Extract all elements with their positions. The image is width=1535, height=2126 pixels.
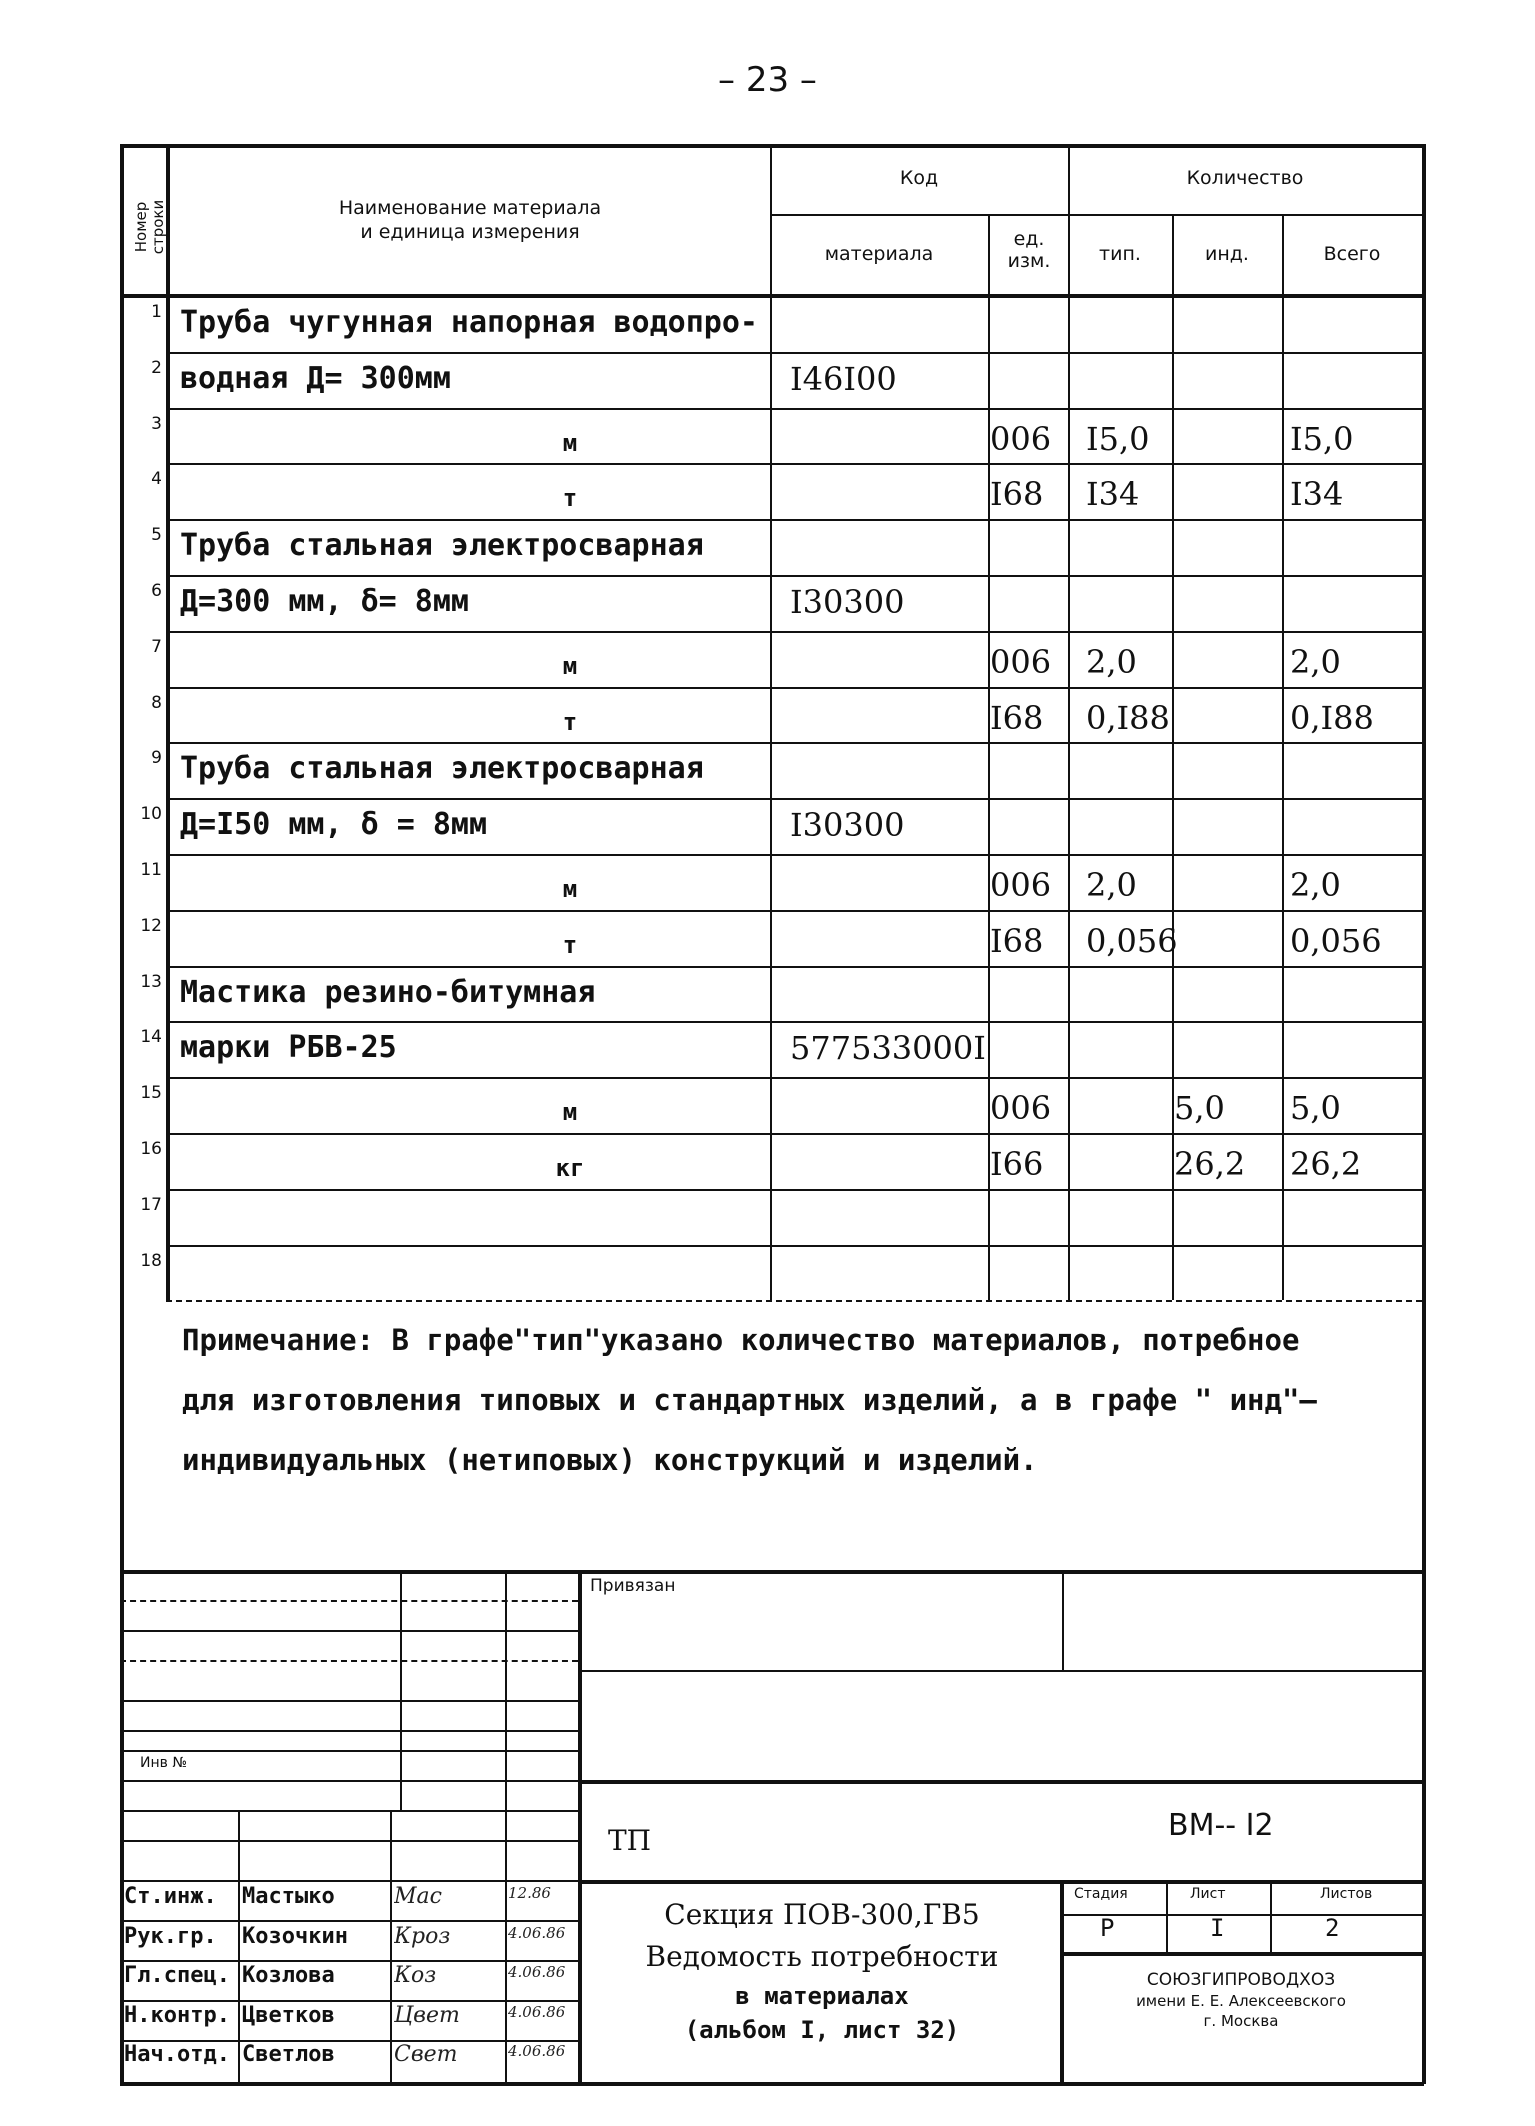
signer-role: Ст.инж. [124,1884,217,1909]
cell-type: 2,0 [1086,866,1137,904]
cell-unit: 006 [990,419,1052,458]
row-number: 16 [140,1139,162,1159]
cell-name: м [562,1098,578,1127]
row-number: 5 [151,525,162,546]
signature-date: 12.86 [508,1884,551,1902]
row-number: 12 [140,915,162,936]
header-row-number: Номер строки [132,199,167,255]
doc-title-line-3: в материалах [735,1982,909,2010]
org-name: СОЮЗГИПРОВОДХОЗ [1146,1970,1336,1990]
row-number: 10 [140,804,162,825]
header-qty-ind: инд. [1205,243,1249,265]
cell-code: I46I00 [790,359,897,398]
stage-label: Стадия [1074,1886,1128,1902]
cell-total: 0,056 [1290,921,1382,960]
stage-value: Р [1100,1914,1115,1942]
row-number: 8 [151,692,162,713]
doc-title-line-1: Секция ПОВ-300,ГВ5 [664,1898,980,1931]
signature: Кроз [394,1923,451,1949]
header-code-unit: ед. изм. [1007,228,1051,272]
cell-type: 0,056 [1086,921,1178,960]
cell-unit: I68 [990,921,1044,960]
signature: Коз [394,1963,437,1988]
signer-role: Н.контр. [124,2002,230,2028]
cell-unit: 006 [990,866,1052,904]
doc-title-line-4: (альбом I, лист 32) [684,2016,960,2044]
signer-name: Цветков [242,2002,335,2028]
cell-name: марки РБВ-25 [180,1030,397,1066]
signer-role: Нач.отд. [124,2042,230,2067]
cell-name: т [562,707,578,736]
note-line-1: Примечание: В графе"тип"указано количество материалов, потребное [182,1323,1300,1357]
signature-date: 4.06.86 [508,1923,566,1942]
row-number: 13 [140,971,162,992]
sheets-value: 2 [1325,1914,1340,1942]
row-number: 11 [140,860,162,880]
cell-name: Труба чугунная напорная водопро- [180,305,758,340]
page-number: – 23 – [718,60,817,100]
cell-name: м [562,651,578,680]
cell-ind: 5,0 [1174,1089,1225,1128]
cell-name: Д=300 мм, δ= 8мм [180,584,469,619]
row-number: 15 [140,1083,162,1104]
cell-type: 2,0 [1086,642,1137,681]
cell-total: 0,I88 [1290,698,1374,737]
cell-name: т [562,930,578,959]
cell-total: 5,0 [1290,1089,1341,1128]
cell-name: Мастика резино-битумная [180,974,596,1010]
sheet-value: I [1210,1914,1225,1942]
signer-name: Козлова [242,1963,335,1988]
row-number: 7 [151,636,162,657]
header-quantity: Количество [1186,167,1304,189]
doc-title-line-2: Ведомость потребности [645,1940,999,1973]
header-qty-type: тип. [1099,243,1141,265]
row-number: 14 [140,1027,162,1048]
cell-type: I34 [1086,475,1140,514]
cell-unit: I66 [990,1145,1044,1183]
signature: Мас [394,1884,442,1909]
row-number: 17 [140,1194,162,1215]
signature: Свет [394,2042,458,2067]
cell-total: 2,0 [1290,866,1341,904]
doc-code: ВМ-- I2 [1168,1808,1274,1843]
signer-name: Козочкин [242,1923,348,1949]
privyazan-label: Привязан [590,1576,676,1596]
row-number: 2 [151,357,162,378]
note-line-2: для изготовления типовых и стандартных изделий, а в графе " инд"– [182,1383,1317,1417]
row-number: 1 [151,302,162,322]
cell-unit: 006 [990,642,1052,681]
cell-name: водная Д= 300мм [180,360,451,396]
header-qty-total: Всего [1323,243,1381,265]
cell-type: I5,0 [1086,419,1150,458]
cell-code: I30300 [790,806,905,845]
cell-name: Труба стальная электросварная [180,751,704,787]
signer-name: Мастыко [242,1884,335,1909]
cell-name: кг [555,1154,585,1182]
sheets-label: Листов [1320,1886,1373,1902]
cell-unit: I68 [990,698,1044,737]
signature: Цвет [394,2002,460,2028]
cell-type: 0,I88 [1086,698,1170,737]
org-city: г. Москва [1203,2012,1279,2030]
row-number: 3 [151,413,162,434]
row-number: 6 [151,581,162,601]
signer-role: Рук.гр. [124,1923,217,1949]
cell-name: Д=I50 мм, δ = 8мм [180,807,488,843]
cell-total: I34 [1290,475,1344,514]
row-number: 18 [140,1250,162,1271]
cell-total: 2,0 [1290,642,1341,681]
signature-date: 4.06.86 [508,2042,566,2060]
inv-no-label: Инв № [140,1755,187,1771]
signature-date: 4.06.86 [508,2002,566,2021]
org-name-2: имени Е. Е. Алексеевского [1136,1992,1346,2010]
note-line-3: индивидуальных (нетиповых) конструкций и изделий. [182,1443,1038,1477]
cell-name: м [562,428,578,457]
cell-unit: 006 [990,1089,1052,1128]
sheet-label: Лист [1190,1886,1226,1902]
cell-total: I5,0 [1290,419,1354,458]
cell-name: Труба стальная электросварная [180,528,704,564]
row-number: 9 [151,748,162,769]
cell-name: м [562,875,578,903]
header-name: Наименование материала и единица измерения [338,197,602,243]
cell-unit: I68 [990,475,1044,514]
tp-label: ТП [608,1824,652,1857]
signature-date: 4.06.86 [508,1963,566,1981]
cell-total: 26,2 [1290,1145,1362,1183]
cell-name: т [562,484,578,513]
signer-role: Гл.спец. [124,1963,230,1988]
cell-code: I30300 [790,583,905,621]
header-code-material: материала [824,243,934,265]
row-number: 4 [151,469,162,490]
cell-ind: 26,2 [1174,1145,1246,1183]
cell-code: 577533000I [790,1029,986,1068]
header-code: Код [899,167,939,189]
signer-name: Светлов [242,2042,335,2067]
